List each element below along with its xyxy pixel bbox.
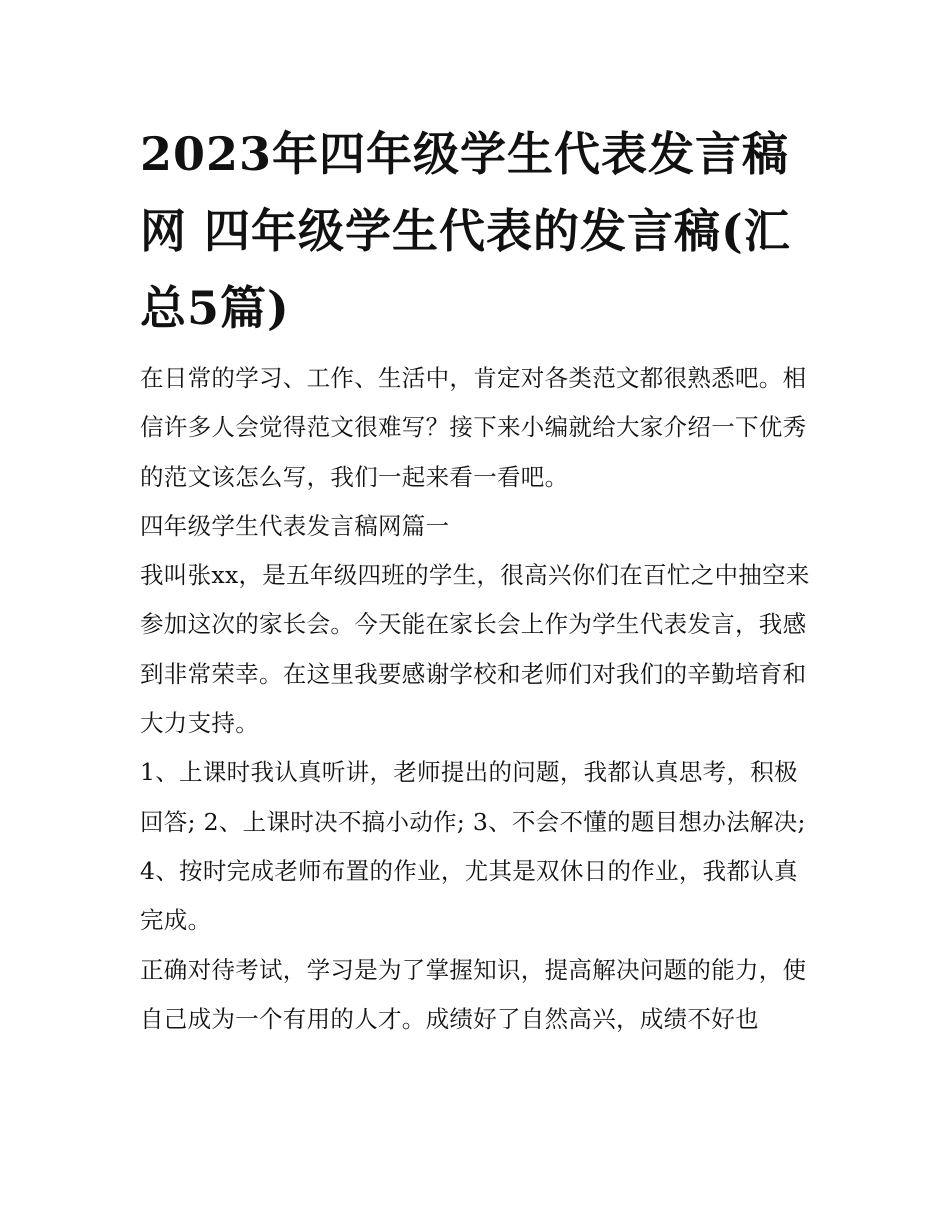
intro-paragraph: 在日常的学习、工作、生活中，肯定对各类范文都很熟悉吧。相信许多人会觉得范文很难写？接下来小编就给大家介绍一下优秀的范文该怎么写，我们一起来看一看吧。 <box>140 364 807 491</box>
list-paragraph: 4、按时完成老师布置的作业，尤其是双休日的作业，我都认真完成。 <box>140 856 798 935</box>
body-paragraph: 正确对待考试，学习是为了掌握知识，提高解决问题的能力，使自己成为一个有用的人才。成绩好了自然高兴，成绩不好也 <box>140 955 807 1033</box>
section-heading: 四年级学生代表发言稿网篇一 <box>140 511 450 540</box>
list-paragraph: 1、上课时我认真听讲，老师提出的问题，我都认真思考，积极回答; 2、上课时决不搞小动作; 3、不会不懂的题目想办法解决; <box>140 758 806 836</box>
document-body <box>140 354 820 1044</box>
document-title: 2023年四年级学生代表发言稿网 四年级学生代表的发言稿(汇总5篇) <box>140 127 791 335</box>
body-paragraph: 我叫张xx，是五年级四班的学生，很高兴你们在百忙之中抽空来参加这次的家长会。今天能在家长会上作为学生代表发言，我感到非常荣幸。在这里我要感谢学校和老师们对我们的辛勤培育和大力支持。 <box>140 561 810 738</box>
